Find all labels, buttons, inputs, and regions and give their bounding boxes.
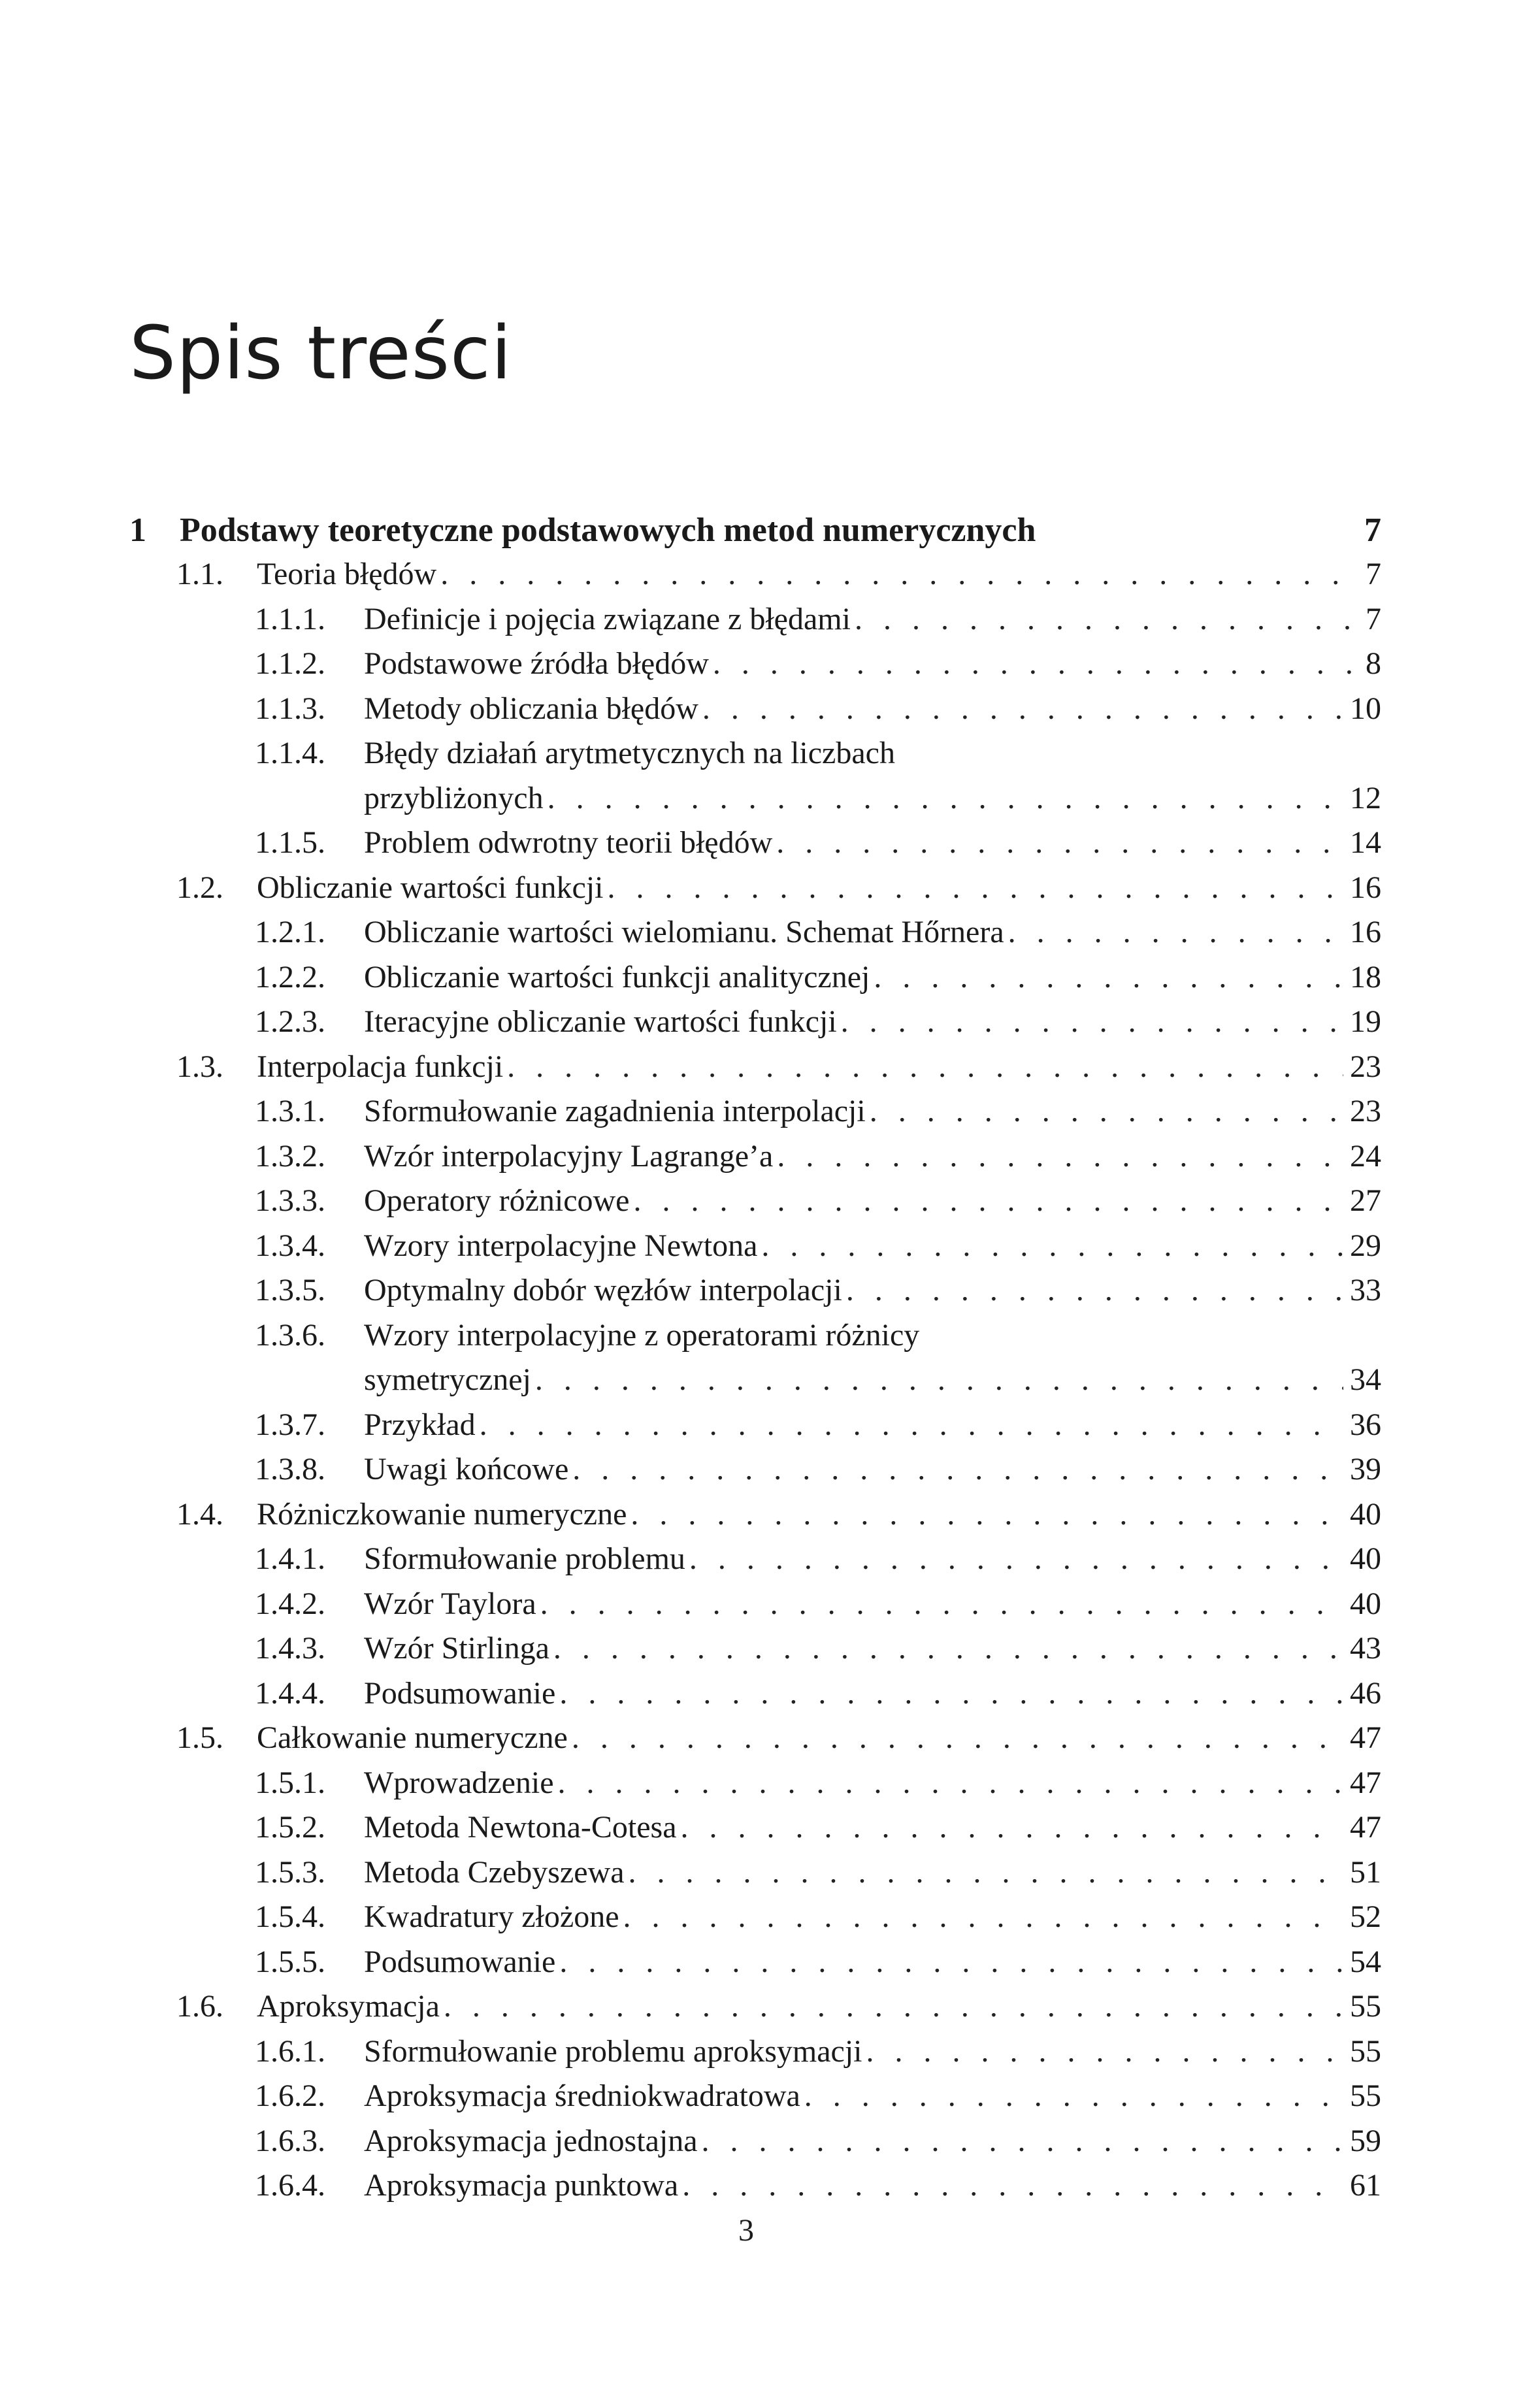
toc-entry-page: 47 [1350,1720,1381,1755]
toc-entry-page: 40 [1350,1541,1381,1576]
toc-entry-number: 1.5.5. [255,1944,325,1979]
chapter-title[interactable]: Podstawy teoretyczne podstawowych metod numerycznych [180,512,1036,549]
toc-entry-page: 55 [1350,2078,1381,2113]
toc-entry-number: 1.4.1. [255,1541,325,1576]
toc-entry-page: 16 [1350,915,1381,949]
toc-entry-label: Interpolacja funkcji [257,1049,504,1084]
toc-entry[interactable] [364,693,1381,725]
chapter-number: 1 [129,512,146,549]
toc-entry-label: Przykład [364,1407,476,1442]
toc-entry-number: 1.3.2. [255,1138,325,1174]
toc-entry[interactable] [364,1901,1381,1933]
dot-leader [535,1364,1343,1396]
toc-entry[interactable] [257,1051,1381,1083]
toc-entry-page: 36 [1350,1407,1381,1442]
toc-entry-page: 8 [1366,646,1381,681]
toc-entry[interactable] [257,559,1381,590]
toc-entry[interactable] [364,827,1381,859]
toc-entry-page: 61 [1350,2168,1381,2203]
toc-entry[interactable] [364,648,1381,680]
toc-entry-label: Uwagi końcowe [364,1452,569,1486]
dot-leader [623,1901,1344,1933]
toc-entry-label: Teoria błędów [257,557,437,591]
toc-entry[interactable] [364,1812,1381,1843]
toc-entry[interactable] [364,1767,1381,1799]
dot-leader [776,827,1343,859]
dot-leader [559,1946,1343,1978]
page-title: Spis treści [129,311,512,397]
toc-entry-label: Całkowanie numeryczne [257,1720,568,1755]
dot-leader [559,1678,1343,1709]
toc-entry[interactable] [364,1946,1381,1978]
dot-leader [846,1275,1343,1306]
toc-entry-number: 1.1.5. [255,825,325,860]
toc-entry-page: 33 [1350,1273,1381,1307]
toc-entry-label: Wzory interpolacyjne Newtona [364,1228,758,1263]
dot-leader [572,1454,1343,1485]
toc-entry-page: 29 [1350,1228,1381,1263]
toc-entry[interactable] [364,780,1381,815]
toc-entry-number: 1.4.2. [255,1586,325,1621]
toc-entry-page: 7 [1366,601,1381,636]
toc-entry-label: Obliczanie wartości wielomianu. Schemat Hőrnera [364,915,1004,949]
dot-leader [1008,917,1343,948]
toc-entry[interactable] [364,1185,1381,1217]
toc-entry[interactable] [364,1588,1381,1620]
toc-entry-label: przybliżonych [364,780,544,815]
toc-entry-label: Obliczanie wartości funkcji analitycznej [364,959,870,994]
toc-entry[interactable] [364,601,1381,636]
toc-entry-page: 40 [1350,1496,1381,1532]
toc-entry-label: Metoda Czebyszewa [364,1854,625,1890]
dot-leader [480,1409,1343,1441]
toc-entry-number: 1.5. [176,1720,223,1755]
toc-entry[interactable] [364,917,1381,948]
toc-entry-number: 1.3.4. [255,1228,325,1263]
toc-entry[interactable] [364,1364,1381,1396]
toc-entry-label: Operatory różnicowe [364,1183,630,1218]
dot-leader [870,1096,1343,1127]
toc-entry[interactable] [257,1991,1381,2022]
toc-entry-page: 59 [1350,2123,1381,2158]
toc-entry-page: 23 [1350,1094,1381,1128]
toc-entry[interactable] [364,1543,1381,1575]
toc-entry-number: 1.4.4. [255,1675,325,1711]
toc-entry-number: 1.4.3. [255,1631,325,1666]
toc-entry-number: 1.2. [176,870,223,905]
dot-leader [607,872,1343,904]
toc-entry-label: Optymalny dobór węzłów interpolacji [364,1273,842,1307]
toc-entry-page: 52 [1350,1899,1381,1934]
toc-entry-number: 1.6.2. [255,2078,325,2113]
toc-entry-number: 1.6.3. [255,2123,325,2158]
toc-entry-number: 1.5.2. [255,1810,325,1845]
toc-entry[interactable] [364,1006,1381,1038]
dot-leader [761,1230,1343,1262]
dot-leader [777,1141,1343,1172]
dot-leader [681,1812,1343,1843]
toc-entry-page: 14 [1350,825,1381,860]
toc-entry-number: 1.1.4. [255,736,325,770]
dot-leader [855,604,1359,635]
toc-entry[interactable] [364,1275,1381,1306]
toc-entry-label: Aproksymacja średniokwadratowa [364,2078,800,2113]
toc-entry-number: 1.1.3. [255,691,325,726]
toc-entry-number: 1.1. [176,557,223,591]
toc-entry-page: 47 [1350,1810,1381,1845]
dot-leader [444,1991,1343,2022]
toc-entry-number: 1.1.2. [255,646,325,681]
dot-leader [548,783,1343,814]
toc-entry-label: Podsumowanie [364,1944,556,1979]
toc-entry-label: Metody obliczania błędów [364,691,698,726]
toc-entry-label: Aproksymacja [257,1989,440,2024]
toc-entry-number: 1.6. [176,1989,223,2024]
dot-leader [874,962,1343,993]
toc-entry[interactable] [364,1454,1381,1485]
toc-entry[interactable] [364,2170,1381,2201]
toc-entry-label: Podsumowanie [364,1675,556,1711]
toc-entry-number: 1.3.8. [255,1452,325,1486]
chapter-page-number: 7 [1364,512,1381,549]
toc-entry-label: Metoda Newtona-Cotesa [364,1810,677,1845]
toc-entry-page: 24 [1350,1138,1381,1174]
toc-entry[interactable] [257,1496,1381,1532]
toc-entry-page: 12 [1350,780,1381,815]
dot-leader [572,1722,1343,1754]
toc-entry-number: 1.2.1. [255,915,325,949]
dot-leader [841,1006,1343,1038]
toc-entry-number: 1.3. [176,1049,223,1084]
dot-leader [629,1857,1343,1888]
toc-entry[interactable] [364,1138,1381,1174]
toc-entry-page: 18 [1350,959,1381,994]
toc-entry-label[interactable]: Błędy działań arytmetycznych na liczbach [364,736,895,770]
toc-entry[interactable] [364,2080,1381,2112]
dot-leader [553,1633,1343,1664]
toc-entry-label: Aproksymacja jednostajna [364,2123,698,2158]
toc-entry-number: 1.4. [176,1496,223,1532]
toc-entry-label: Wprowadzenie [364,1765,554,1800]
toc-entry[interactable] [364,959,1381,994]
toc-entry-page: 19 [1350,1004,1381,1039]
dot-leader [558,1767,1343,1799]
dot-leader [702,2126,1343,2157]
toc-entry-page: 43 [1350,1631,1381,1666]
toc-entry-number: 1.3.1. [255,1094,325,1128]
toc-entry-page: 54 [1350,1944,1381,1979]
toc-entry-page: 7 [1366,557,1381,591]
toc-entry-label: Wzór interpolacyjny Lagrange’a [364,1138,774,1174]
dot-leader [702,693,1343,725]
toc-entry[interactable] [364,2123,1381,2158]
toc-entry-page: 51 [1350,1854,1381,1890]
toc-entry-label: Kwadratury złożone [364,1899,619,1934]
toc-entry-number: 1.1.1. [255,601,325,636]
toc-entry-label: Sformułowanie problemu [364,1541,685,1576]
toc-entry-page: 47 [1350,1765,1381,1800]
toc-entry-label: Wzór Stirlinga [364,1631,549,1666]
dot-leader [682,2170,1343,2201]
toc-entry-page: 55 [1350,2033,1381,2069]
toc-entry-label: Definicje i pojęcia związane z błędami [364,601,851,636]
toc-entry-label: Wzór Taylora [364,1586,536,1621]
toc-entry-label: Podstawowe źródła błędów [364,646,709,681]
toc-entry[interactable] [364,2033,1381,2069]
dot-leader [540,1588,1343,1620]
toc-entry-page: 23 [1350,1049,1381,1084]
toc-entry-page: 34 [1350,1362,1381,1397]
toc-entry-number: 1.3.7. [255,1407,325,1442]
dot-leader [507,1051,1343,1083]
dot-leader [440,559,1359,590]
dot-leader [633,1185,1343,1217]
toc-entry-number: 1.5.1. [255,1765,325,1800]
toc-entry-label: Sformułowanie zagadnienia interpolacji [364,1094,866,1128]
toc-entry-page: 27 [1350,1183,1381,1218]
page-number-footer: 3 [738,2213,754,2248]
toc-entry-label[interactable]: Wzory interpolacyjne z operatorami różnicy [364,1317,920,1353]
toc-entry-page: 46 [1350,1675,1381,1711]
toc-entry[interactable] [364,1854,1381,1890]
toc-entry-page: 55 [1350,1989,1381,2024]
toc-entry-label: symetrycznej [364,1362,531,1397]
toc-entry-number: 1.3.5. [255,1273,325,1307]
toc-entry-label: Sformułowanie problemu aproksymacji [364,2033,862,2069]
toc-entry[interactable] [257,1722,1381,1754]
dot-leader [804,2080,1343,2112]
toc-entry[interactable] [364,1409,1381,1441]
toc-entry-number: 1.2.3. [255,1004,325,1039]
dot-leader [631,1499,1343,1530]
toc-entry-label: Aproksymacja punktowa [364,2168,679,2203]
toc-entry[interactable] [364,1675,1381,1711]
toc-entry-page: 10 [1350,691,1381,726]
toc-entry-page: 39 [1350,1452,1381,1486]
toc-entry-number: 1.3.3. [255,1183,325,1218]
dot-leader [689,1543,1343,1575]
toc-entry-number: 1.6.4. [255,2168,325,2203]
toc-entry-number: 1.2.2. [255,959,325,994]
toc-entry-page: 40 [1350,1586,1381,1621]
dot-leader [713,648,1359,680]
toc-entry[interactable] [364,1230,1381,1262]
toc-entry-number: 1.5.4. [255,1899,325,1934]
toc-entry-number: 1.3.6. [255,1317,325,1353]
toc-entry-number: 1.6.1. [255,2033,325,2069]
toc-entry-page: 16 [1350,870,1381,905]
dot-leader [866,2036,1344,2067]
toc-entry[interactable] [257,872,1381,904]
toc-entry-label: Iteracyjne obliczanie wartości funkcji [364,1004,837,1039]
toc-entry-number: 1.5.3. [255,1854,325,1890]
toc-entry[interactable] [364,1096,1381,1127]
toc-entry-label: Problem odwrotny teorii błędów [364,825,773,860]
toc-entry-label: Obliczanie wartości funkcji [257,870,604,905]
toc-entry-label: Różniczkowanie numeryczne [257,1496,627,1532]
toc-entry[interactable] [364,1633,1381,1664]
